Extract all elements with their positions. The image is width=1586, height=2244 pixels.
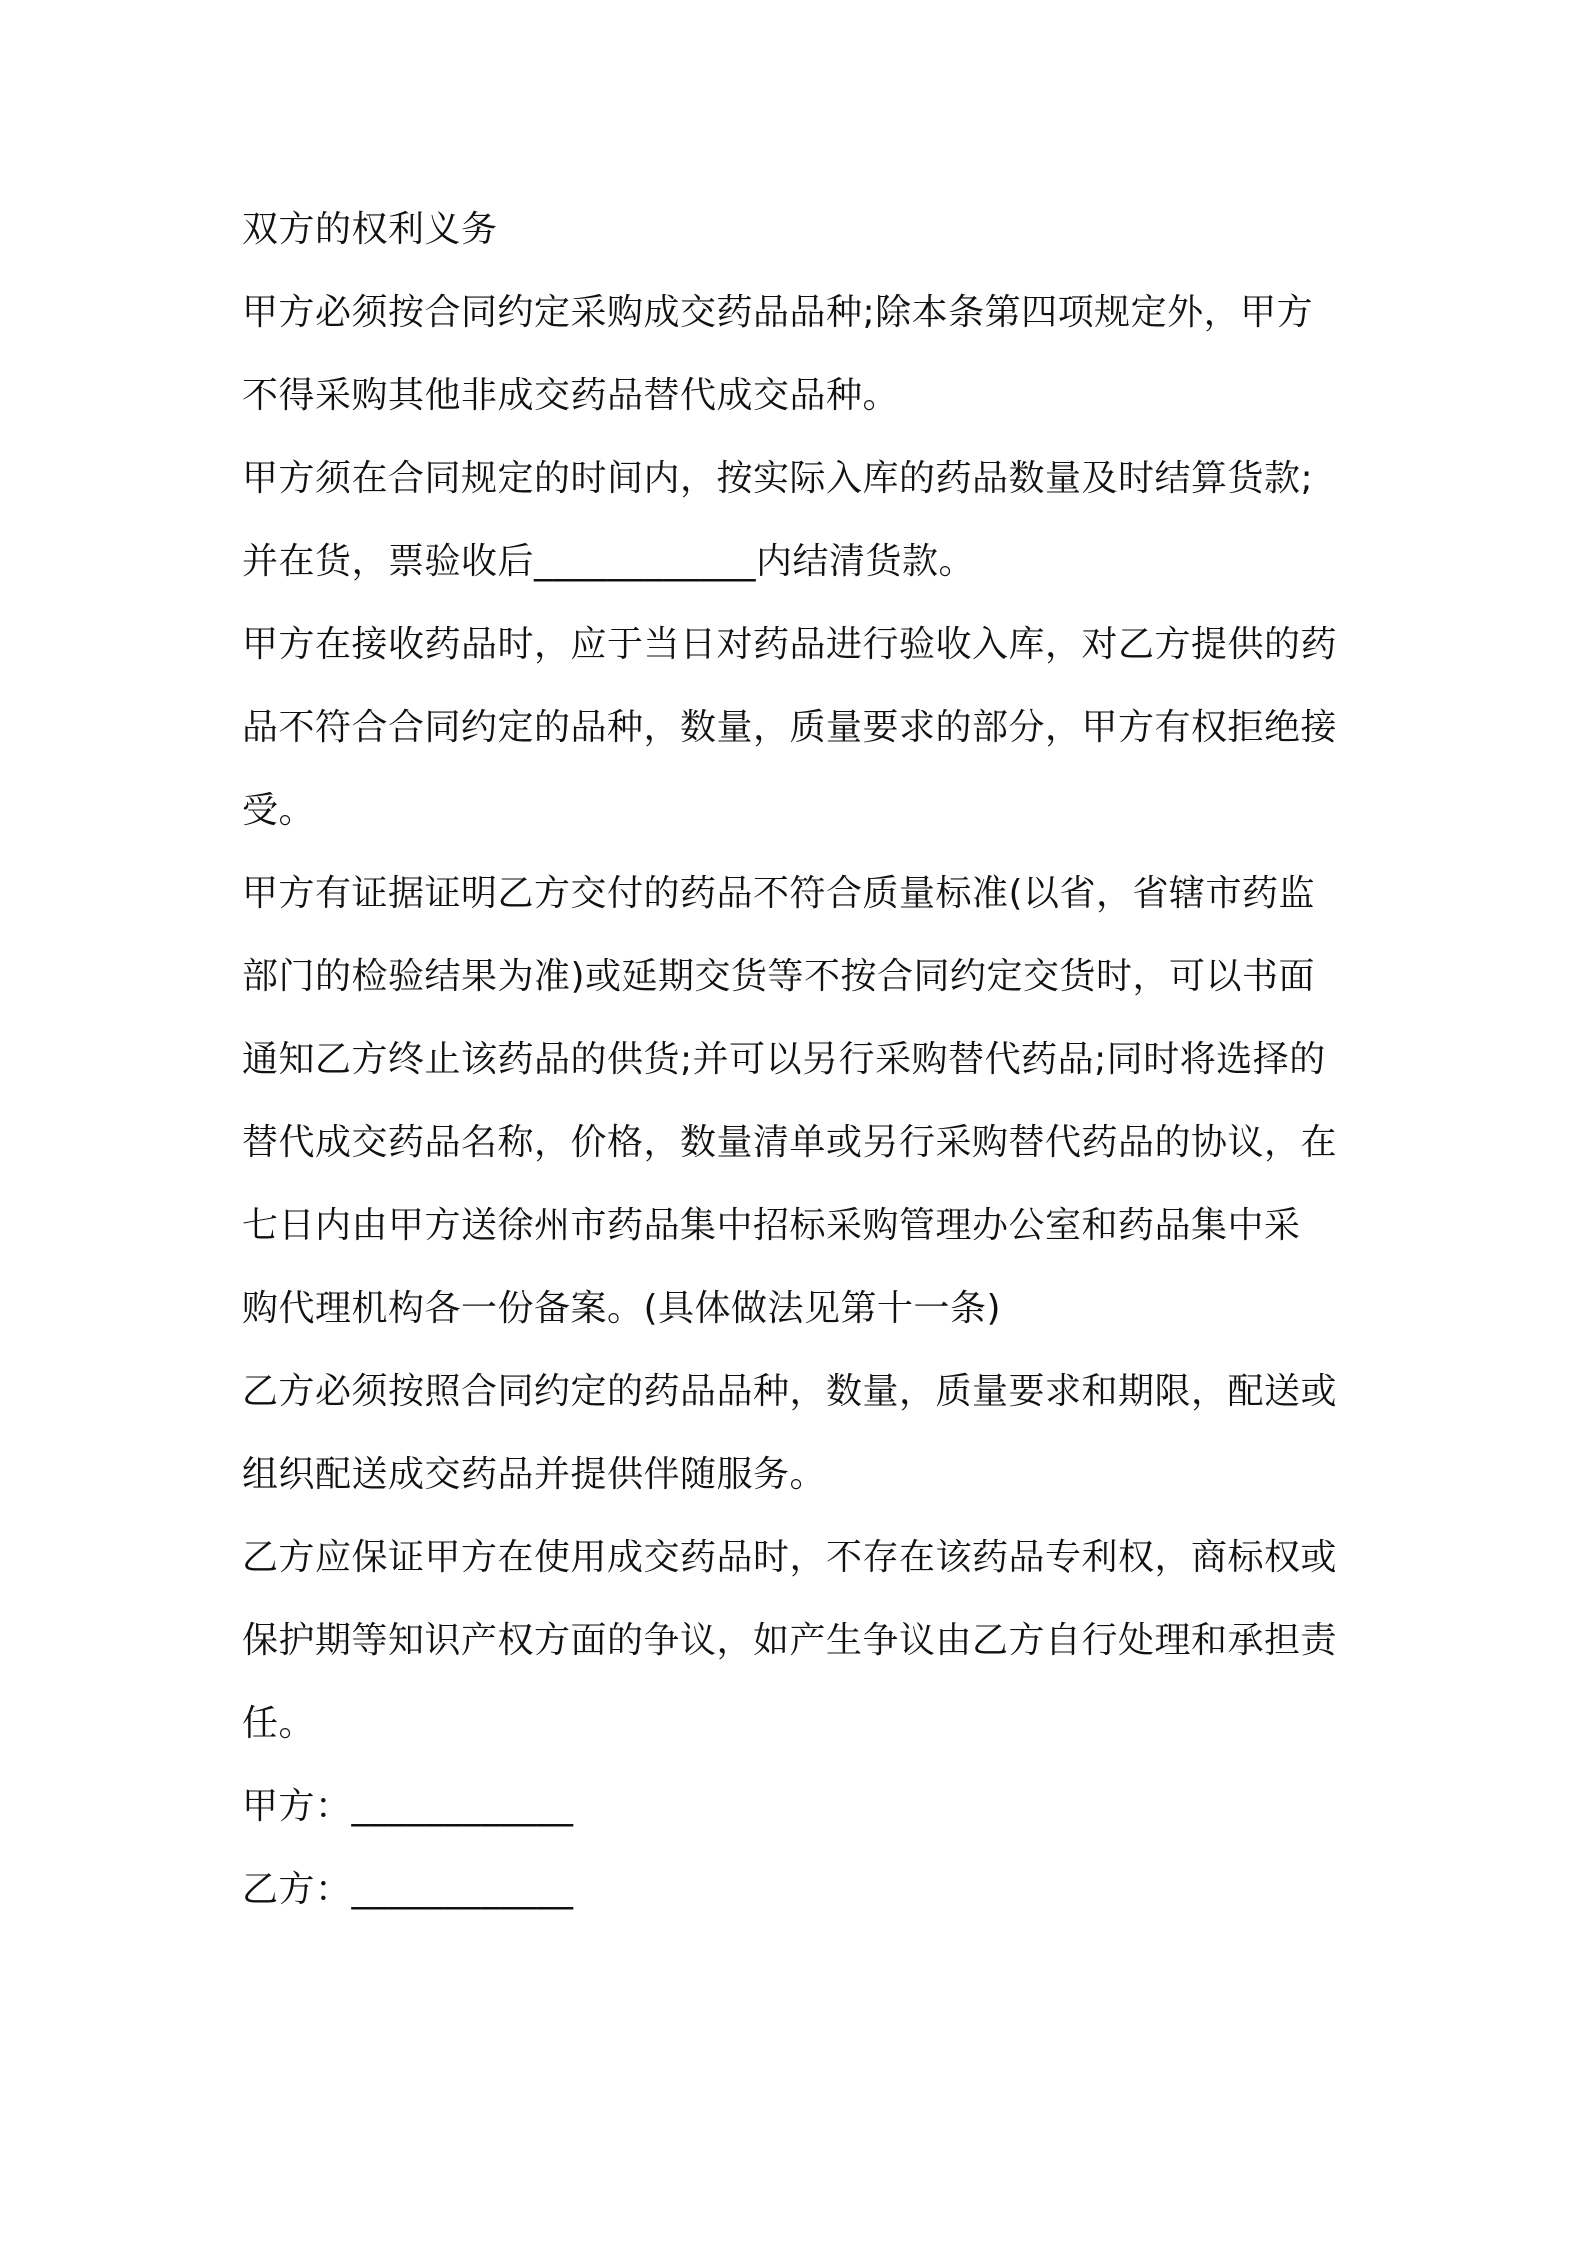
- paragraph-line: 甲方必须按合同约定采购成交药品品种;除本条第四项规定外，甲方: [242, 292, 1314, 333]
- paragraph-line: 保护期等知识产权方面的争议，如产生争议由乙方自行处理和承担责: [242, 1620, 1338, 1661]
- paragraph-line: 乙方应保证甲方在使用成交药品时，不存在该药品专利权，商标权或: [242, 1537, 1338, 1578]
- party-a-signature-line: 甲方：____________: [242, 1786, 574, 1827]
- paragraph-line: 品不符合合同约定的品种，数量，质量要求的部分，甲方有权拒绝接: [242, 707, 1338, 748]
- paragraph-line: 甲方有证据证明乙方交付的药品不符合质量标准(以省，省辖市药监: [242, 873, 1316, 914]
- paragraph-line: 七日内由甲方送徐州市药品集中招标采购管理办公室和药品集中采: [242, 1205, 1301, 1246]
- paragraph-line: 替代成交药品名称，价格，数量清单或另行采购替代药品的协议，在: [242, 1122, 1338, 1163]
- paragraph-line: 组织配送成交药品并提供伴随服务。: [242, 1454, 827, 1495]
- paragraph-line: 通知乙方终止该药品的供货;并可以另行采购替代药品;同时将选择的: [242, 1039, 1326, 1080]
- paragraph-line: 不得采购其他非成交药品替代成交品种。: [242, 375, 900, 416]
- section-heading: 双方的权利义务: [242, 209, 498, 250]
- paragraph-line: 部门的检验结果为准)或延期交货等不按合同约定交货时，可以书面: [242, 956, 1316, 997]
- paragraph-line: 乙方必须按照合同约定的药品品种，数量，质量要求和期限，配送或: [242, 1371, 1338, 1412]
- paragraph-line: 任。: [242, 1703, 316, 1744]
- paragraph-line: 甲方须在合同规定的时间内，按实际入库的药品数量及时结算货款;: [242, 458, 1314, 499]
- party-b-signature-line: 乙方：____________: [242, 1869, 574, 1910]
- paragraph-line: 并在货，票验收后____________内结清货款。: [242, 541, 976, 582]
- paragraph-line: 购代理机构各一份备案。(具体做法见第十一条): [242, 1288, 1002, 1329]
- paragraph-line: 受。: [242, 790, 316, 831]
- paragraph-line: 甲方在接收药品时，应于当日对药品进行验收入库，对乙方提供的药: [242, 624, 1338, 665]
